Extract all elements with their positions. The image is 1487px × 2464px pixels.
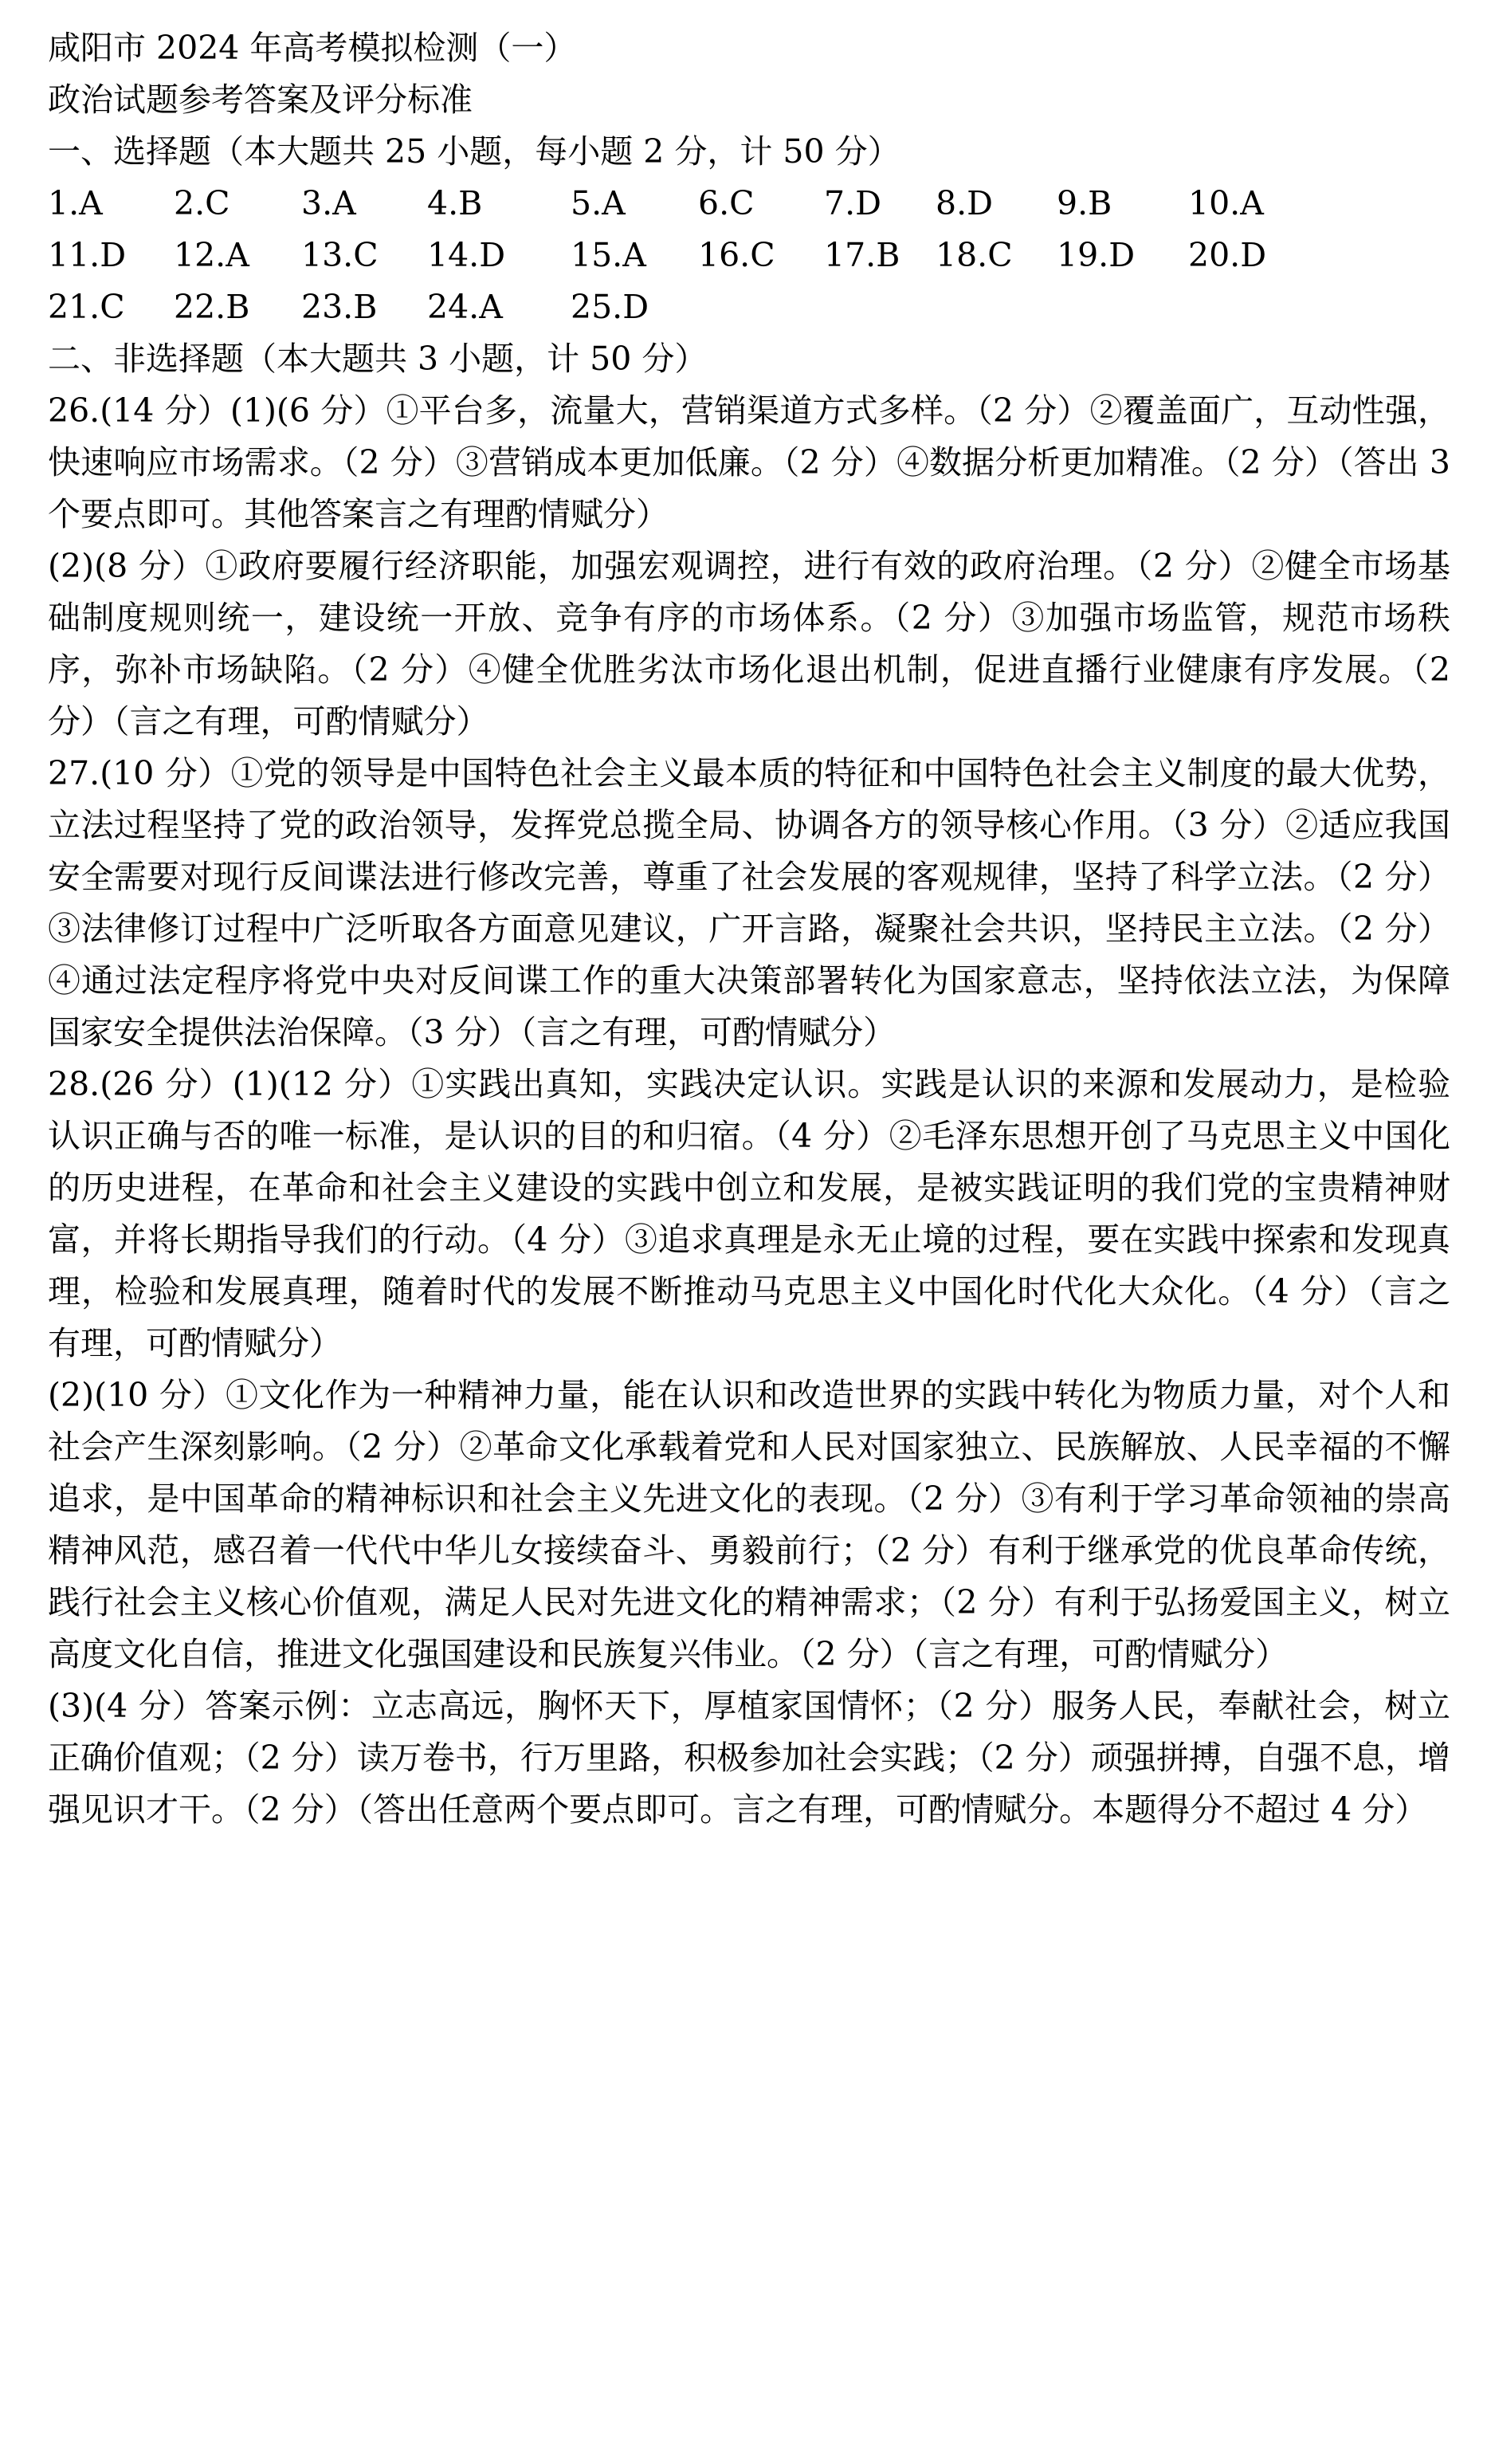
answer-12: 12.A [174,236,249,274]
answer-row-2 [48,230,1450,281]
answer-2: 2.C [174,184,230,222]
answer-15: 15.A [571,236,646,274]
answer-document [48,22,1450,1836]
answer-5: 5.A [571,184,626,222]
question-27: 27.(10 分）①党的领导是中国特色社会主义最本质的特征和中国特色社会主义制度的最大优势，立法过程坚持了党的政治领导，发挥党总揽全局、协调各方的领导核心作用。（3 分）②适应我国安全需要对现行反间谍法进行修改完善，尊重了社会发展的客观规律，坚持了科学立法。（2 分）③法律修订过程中广泛听取各方面意见建议，广开言路，凝聚社会共识，坚持民主立法。（2 分）④通过法定程序将党中央对反间谍工作的重大决策部署转化为国家意志，坚持依法立法，为保障国家安全提供法治保障。（3 分）（言之有理，可酌情赋分） [48,754,1450,1051]
answer-7: 7.D [824,184,881,222]
section1-heading: 一、选择题（本大题共 25 小题，每小题 2 分，计 50 分） [48,132,900,171]
answer-25: 25.D [571,288,649,326]
answer-10: 10.A [1188,184,1264,222]
answer-22: 22.B [174,288,250,326]
question-28-part-3: (3)(4 分）答案示例：立志高远，胸怀天下，厚植家国情怀；（2 分）服务人民，奉献社会，树立正确价值观；（2 分）读万卷书，行万里路，积极参加社会实践；（2 分）顽强拼搏，自强不息，增强见识才干。（2 分）（答出任意两个要点即可。言之有理，可酌情赋分。本题得分不超过 4 分） [48,1687,1450,1829]
answer-6: 6.C [698,184,755,222]
answer-19: 19.D [1057,236,1136,274]
answer-18: 18.C [936,236,1013,274]
answer-row-1 [48,178,1450,230]
answer-13: 13.C [301,236,379,274]
document-title: 咸阳市 2024 年高考模拟检测（一） [48,29,577,67]
answer-row-3 [48,281,1450,333]
answer-17: 17.B [824,236,900,274]
answer-9: 9.B [1057,184,1112,222]
question-26-part-2: (2)(8 分）①政府要履行经济职能，加强宏观调控，进行有效的政府治理。（2 分）②健全市场基础制度规则统一，建设统一开放、竞争有序的市场体系。（2 分）③加强市场监管，规范市场秩序，弥补市场缺陷。（2 分）④健全优胜劣汰市场化退出机制，促进直播行业健康有序发展。（2 分）（言之有理，可酌情赋分） [48,547,1450,741]
document-subtitle: 政治试题参考答案及评分标准 [48,81,473,119]
answer-20: 20.D [1188,236,1267,274]
question-26-part-1: 26.(14 分）(1)(6 分）①平台多，流量大，营销渠道方式多样。（2 分）②覆盖面广，互动性强，快速响应市场需求。（2 分）③营销成本更加低廉。（2 分）④数据分析更加精准。（2 分）（答出 3 个要点即可。其他答案言之有理酌情赋分） [48,391,1450,533]
answer-14: 14.D [427,236,506,274]
question-28-part-1: 28.(26 分）(1)(12 分）①实践出真知，实践决定认识。实践是认识的来源和发展动力，是检验认识正确与否的唯一标准，是认识的目的和归宿。（4 分）②毛泽东思想开创了马克思主义中国化的历史进程，在革命和社会主义建设的实践中创立和发展，是被实践证明的我们党的宝贵精神财富，并将长期指导我们的行动。（4 分）③追求真理是永无止境的过程，要在实践中探索和发现真理，检验和发展真理，随着时代的发展不断推动马克思主义中国化时代化大众化。（4 分）（言之有理，可酌情赋分） [48,1065,1450,1362]
answer-24: 24.A [427,288,503,326]
answer-16: 16.C [698,236,775,274]
answer-11: 11.D [48,236,127,274]
question-28-part-2: (2)(10 分）①文化作为一种精神力量，能在认识和改造世界的实践中转化为物质力量，对个人和社会产生深刻影响。（2 分）②革命文化承载着党和人民对国家独立、民族解放、人民幸福的不懈追求，是中国革命的精神标识和社会主义先进文化的表现。（2 分）③有利于学习革命领袖的崇高精神风范，感召着一代代中华儿女接续奋斗、勇毅前行；（2 分）有利于继承党的优良革命传统，践行社会主义核心价值观，满足人民对先进文化的精神需求；（2 分）有利于弘扬爱国主义，树立高度文化自信，推进文化强国建设和民族复兴伟业。（2 分）（言之有理，可酌情赋分） [48,1376,1450,1673]
section2-heading: 二、非选择题（本大题共 3 小题，计 50 分） [48,340,708,378]
answer-21: 21.C [48,288,125,326]
answer-23: 23.B [301,288,378,326]
answer-3: 3.A [301,184,356,222]
answer-4: 4.B [427,184,483,222]
answer-1: 1.A [48,184,103,222]
answer-8: 8.D [936,184,993,222]
